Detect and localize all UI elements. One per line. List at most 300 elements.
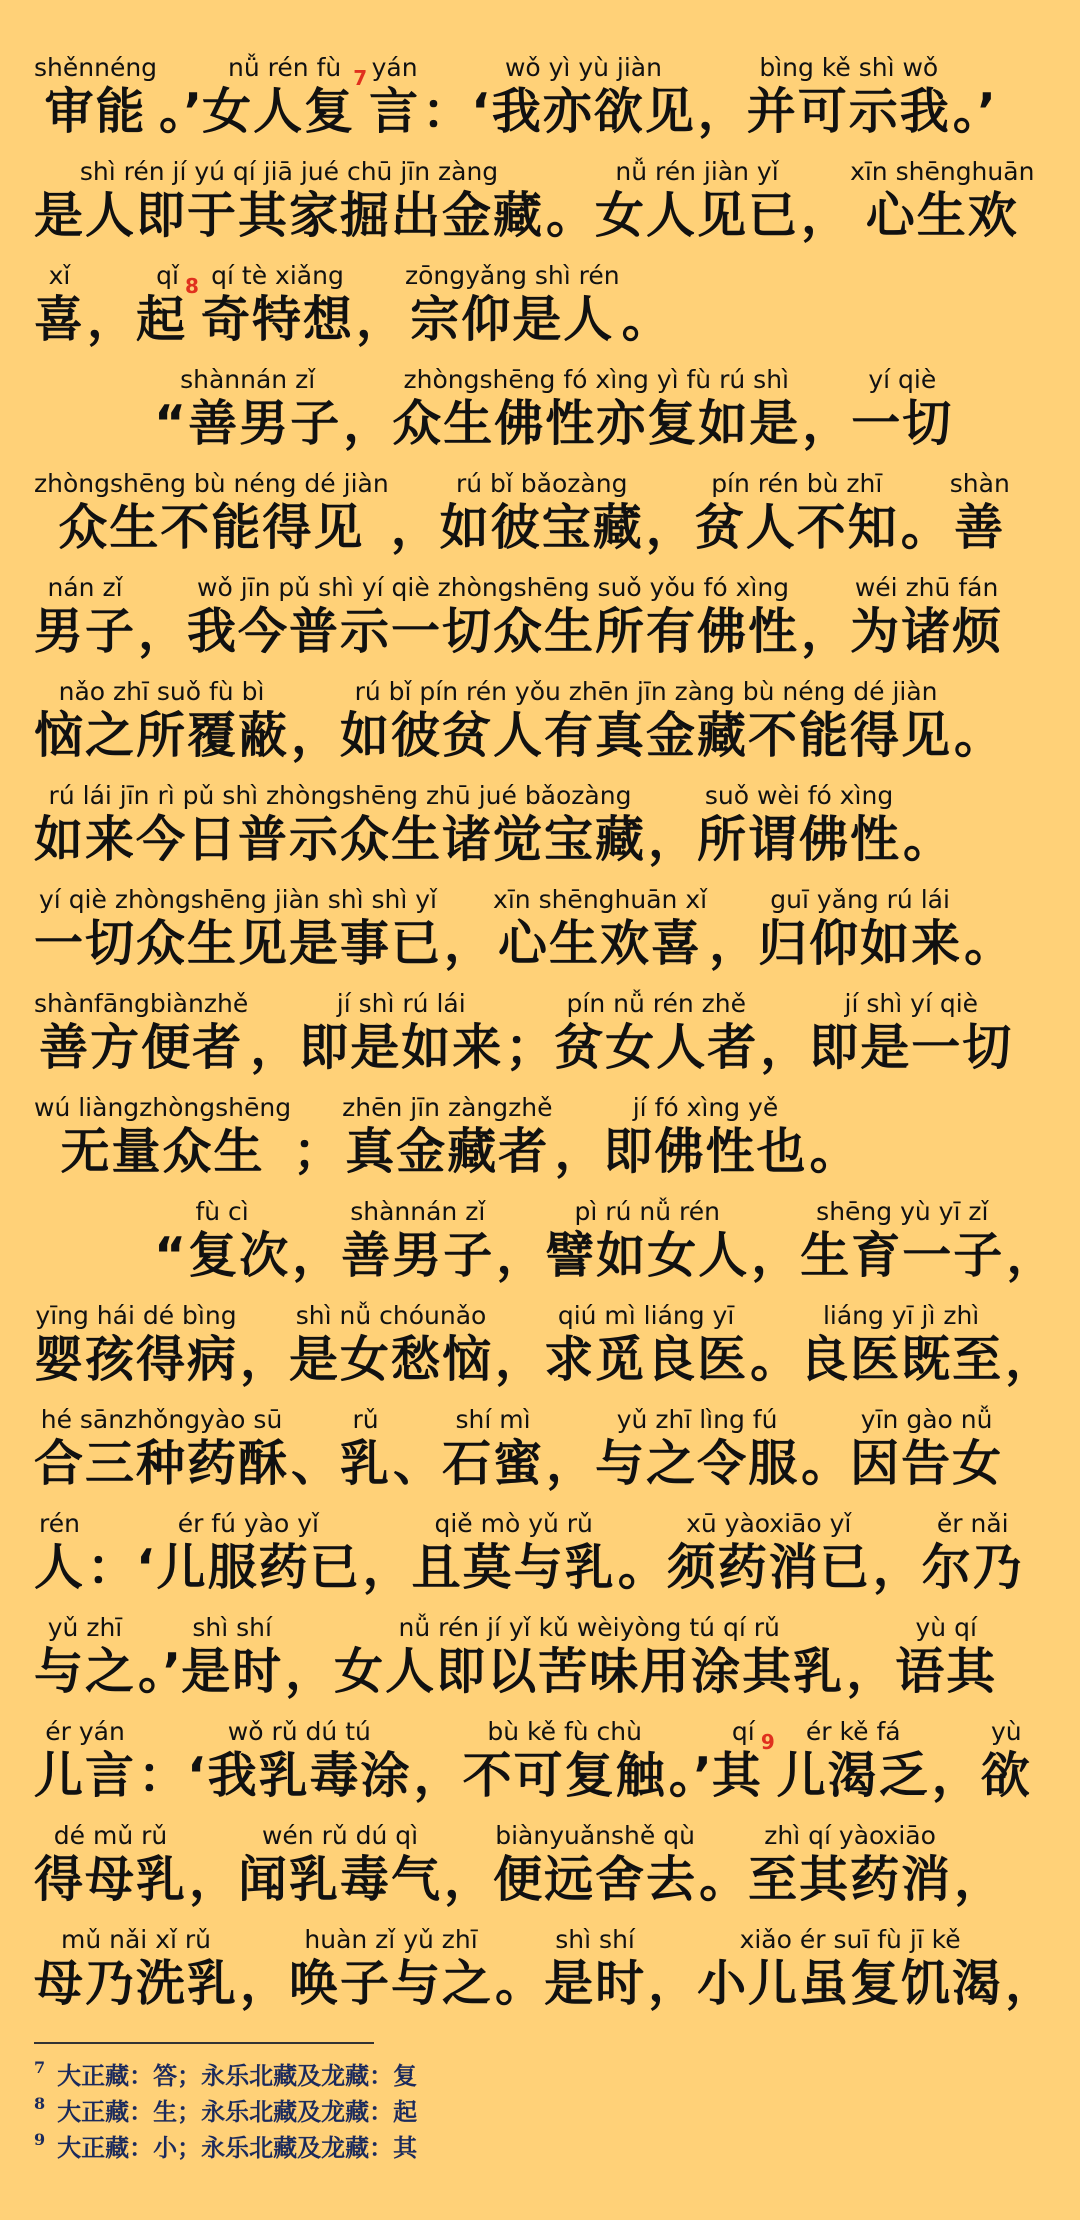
ruby-segment — [136, 1510, 361, 1598]
hanzi: 如彼宝藏 — [439, 499, 644, 556]
punctuation: ， — [496, 1227, 546, 1284]
ruby-segment — [850, 158, 1034, 246]
ruby-segment — [544, 1302, 748, 1390]
ruby-segment — [981, 1718, 1032, 1806]
punctuation: ， — [760, 1019, 810, 1076]
hanzi: 不可复触 — [462, 1747, 667, 1804]
ruby-segment — [667, 1510, 871, 1598]
hanzi: 须药消已 — [666, 1539, 871, 1596]
hanzi: 与之令服 — [595, 1435, 800, 1492]
pinyin: jí shì rú lái — [336, 989, 466, 1018]
hanzi: 为诸烦 — [850, 603, 1004, 660]
hanzi: 是女愁恼 — [289, 1331, 494, 1388]
ruby-segment — [442, 1406, 544, 1494]
punctuation: ， — [1006, 1227, 1056, 1284]
ruby-segment — [595, 1406, 799, 1494]
hanzi: 起 — [136, 291, 188, 348]
punctuation: ， — [390, 499, 440, 556]
ruby-segment — [201, 262, 354, 350]
pinyin: suǒ wèi fó xìng — [704, 781, 894, 810]
hanzi: “复次 — [154, 1227, 291, 1284]
punctuation: ， — [648, 1955, 698, 2012]
ruby-segment — [34, 54, 157, 142]
punctuation: ， — [250, 1019, 300, 1076]
ruby-segment — [545, 1198, 749, 1286]
pinyin: liáng yī jì zhì — [822, 1301, 980, 1330]
punctuation: ； — [293, 1123, 343, 1180]
pinyin: shì shí — [192, 1613, 272, 1642]
ruby-segment — [405, 262, 620, 350]
pinyin: shěnnéng — [34, 53, 158, 82]
pinyin: nán zǐ — [47, 573, 123, 602]
hanzi: 合三种药酥 — [34, 1435, 290, 1492]
hanzi: 是时 — [544, 1955, 647, 2012]
ruby-segment — [334, 1614, 844, 1702]
ruby-segment — [342, 1094, 552, 1182]
pinyin: wú liàngzhòngshēng — [34, 1093, 292, 1122]
hanzi: 言 — [369, 83, 421, 140]
ruby-segment — [595, 158, 799, 246]
hanzi: 贫女人者 — [554, 1019, 759, 1076]
pinyin: yīng hái dé bìng — [35, 1301, 237, 1330]
hanzi: 审能 — [44, 83, 147, 140]
punctuation: 。’ — [668, 1747, 712, 1804]
punctuation: ， — [931, 1747, 981, 1804]
ruby-segment — [800, 1198, 1004, 1286]
punctuation: 。 — [900, 499, 950, 556]
pinyin: guī yǎng rú lái — [770, 885, 950, 914]
hanzi: 如来今日普示众生诸觉宝藏 — [34, 811, 647, 868]
pinyin: dé mǔ rǔ — [53, 1821, 168, 1850]
hanzi: 男子 — [34, 603, 137, 660]
ruby-segment — [392, 366, 800, 454]
punctuation: ， — [189, 1851, 239, 1908]
ruby-segment — [463, 1718, 667, 1806]
pinyin: xiǎo ér suī fù jī kě — [739, 1925, 961, 1954]
hanzi: 善男子 — [341, 1227, 495, 1284]
hanzi: 真金藏者 — [345, 1123, 550, 1180]
hanzi: 人 — [34, 1539, 86, 1596]
ruby-segment — [299, 990, 503, 1078]
punctuation: 。 — [964, 915, 1014, 972]
ruby-segment — [748, 1822, 952, 1910]
hanzi: 如彼贫人有真金藏不能得见 — [340, 707, 953, 764]
ruby-segment — [493, 886, 707, 974]
hanzi: 至其药消 — [748, 1851, 953, 1908]
hanzi: ‘儿服药已 — [136, 1539, 361, 1596]
text-line — [34, 246, 1050, 350]
hanzi: ‘我亦欲见 — [471, 83, 696, 140]
hanzi: 归仰如来 — [758, 915, 963, 972]
pinyin: shì shí — [555, 1925, 635, 1954]
text-line — [34, 1806, 1050, 1910]
hanzi: 恼之所覆蔽 — [34, 707, 290, 764]
punctuation: 。 — [546, 187, 596, 244]
pinyin: yí qiè zhòngshēng jiàn shì shì yǐ — [39, 885, 437, 914]
ruby-segment — [34, 470, 389, 558]
punctuation: ， — [648, 811, 698, 868]
pinyin: xīn shēnghuān — [850, 157, 1035, 186]
footnote-ref[interactable]: 7 — [353, 65, 370, 90]
ruby-segment — [202, 53, 370, 142]
ruby-segment — [850, 574, 1003, 662]
text-line — [34, 1390, 1050, 1494]
text-line — [34, 1286, 1055, 1390]
footnote-text: 大正藏：生；永乐北藏及龙藏：起 — [57, 2097, 418, 2126]
hanzi: 无量众生 — [60, 1123, 265, 1180]
punctuation: ， — [240, 1331, 290, 1388]
text-body — [34, 38, 1056, 2014]
ruby-segment — [34, 1822, 187, 1910]
footnote-number: 9 — [34, 2130, 46, 2149]
punctuation: ， — [495, 1331, 545, 1388]
pinyin: qiě mò yǔ rǔ — [434, 1509, 593, 1538]
hanzi: 其 — [711, 1747, 763, 1804]
punctuation: 。’ — [159, 83, 203, 140]
footnote-number: 7 — [34, 2058, 46, 2077]
ruby-segment — [34, 1614, 136, 1702]
text-line — [34, 142, 1050, 246]
punctuation: ， — [554, 1123, 604, 1180]
pinyin: qiú mì liáng yī — [557, 1301, 735, 1330]
pinyin: qí — [731, 1717, 755, 1746]
hanzi: 即是如来 — [299, 1019, 504, 1076]
ruby-segment — [950, 470, 1010, 558]
hanzi: 良医既至 — [799, 1331, 1004, 1388]
ruby-segment — [922, 1510, 1024, 1598]
text-line — [34, 38, 1050, 142]
ruby-segment — [554, 990, 758, 1078]
pinyin: shí mì — [455, 1405, 531, 1434]
punctuation: 。 — [954, 707, 1004, 764]
punctuation: ， — [413, 1747, 463, 1804]
hanzi: 得母乳 — [34, 1851, 188, 1908]
pinyin: shēng yù yī zǐ — [816, 1197, 989, 1226]
pinyin: shànnán zǐ — [180, 365, 316, 394]
ruby-segment — [758, 886, 962, 974]
punctuation: ， — [1005, 1331, 1055, 1388]
ruby-segment — [712, 1718, 775, 1806]
ruby-segment — [34, 1302, 238, 1390]
hanzi: 乳 — [340, 1435, 392, 1492]
hanzi: 女人见已 — [595, 187, 800, 244]
punctuation: 。 — [750, 1331, 800, 1388]
pinyin: shì nǚ chóunǎo — [295, 1301, 487, 1330]
pinyin: qí tè xiǎng — [211, 261, 344, 290]
hanzi: 譬如女人 — [545, 1227, 750, 1284]
punctuation: ， — [362, 1539, 412, 1596]
punctuation: 。 — [621, 291, 671, 348]
pinyin: zōngyǎng shì rén — [405, 261, 620, 290]
ruby-segment — [493, 1822, 697, 1910]
pinyin: yīn gào nǚ — [860, 1405, 993, 1434]
text-line — [34, 1494, 1050, 1598]
hanzi: 便远舍去 — [493, 1851, 698, 1908]
punctuation: ， — [1005, 1955, 1055, 2012]
punctuation: ， — [801, 187, 851, 244]
pinyin: yǔ zhī lìng fú — [616, 1405, 778, 1434]
pinyin: pín nǚ rén zhě — [566, 989, 746, 1018]
ruby-segment — [340, 678, 952, 766]
pinyin: rén — [39, 1509, 80, 1538]
punctuation: 。 — [801, 1435, 851, 1492]
punctuation: ， — [87, 291, 137, 348]
pinyin: yán — [371, 53, 418, 82]
punctuation: ， — [709, 915, 759, 972]
footnote-ref[interactable]: 8 — [185, 273, 201, 298]
pinyin: rǔ — [352, 1405, 379, 1434]
pinyin: jí fó xìng yě — [632, 1093, 779, 1122]
punctuation: 。’ — [138, 1643, 182, 1700]
pinyin: hé sānzhǒngyào sū — [40, 1405, 283, 1434]
pinyin: yí qiè — [868, 365, 937, 394]
pinyin: zhòngshēng bù néng dé jiàn — [34, 469, 389, 498]
pinyin: huàn zǐ yǔ zhī — [304, 1925, 478, 1954]
hanzi: 是人即于其家掘出金藏 — [34, 187, 545, 244]
punctuation: 。 — [809, 1123, 859, 1180]
hanzi: 求觅良医 — [544, 1331, 749, 1388]
pinyin: shànnán zǐ — [350, 1197, 486, 1226]
ruby-segment — [136, 262, 199, 350]
ruby-segment — [34, 158, 544, 246]
hanzi: 唤子与之 — [289, 1955, 494, 2012]
hanzi: 一切众生见是事已 — [34, 915, 443, 972]
punctuation: ， — [697, 83, 747, 140]
ruby-segment — [369, 54, 420, 142]
hanzi: “善男子 — [154, 395, 342, 452]
pinyin: shàn — [949, 469, 1010, 498]
text-line — [34, 974, 1050, 1078]
punctuation: ， — [138, 603, 188, 660]
hanzi: 众生佛性亦复如是 — [392, 395, 801, 452]
ruby-segment — [799, 1302, 1003, 1390]
hanzi: 儿渴乏 — [776, 1747, 930, 1804]
footnote-text: 大正藏：答；永乐北藏及龙藏：复 — [57, 2061, 418, 2090]
punctuation: ， — [846, 1643, 896, 1700]
ruby-segment — [895, 1614, 997, 1702]
hanzi: 儿言 — [34, 1747, 137, 1804]
ruby-segment — [154, 366, 341, 454]
pinyin: ér fú yào yǐ — [177, 1509, 319, 1538]
ruby-segment — [34, 1718, 136, 1806]
ruby-segment — [34, 1926, 238, 2014]
punctuation: ， — [751, 1227, 801, 1284]
punctuation: ； — [505, 1019, 555, 1076]
punctuation: ， — [285, 1643, 335, 1700]
hanzi: 心生欢喜 — [498, 915, 703, 972]
punctuation: ， — [355, 291, 405, 348]
punctuation: ： — [138, 1747, 188, 1804]
ruby-segment — [603, 1094, 807, 1182]
pinyin: nǎo zhī suǒ fù bì — [58, 677, 265, 706]
ruby-segment — [34, 1406, 289, 1494]
pinyin: xīn shēnghuān xǐ — [493, 885, 708, 914]
pinyin: yù — [990, 1717, 1022, 1746]
text-line — [34, 454, 1050, 558]
footnote-number: 8 — [34, 2094, 46, 2113]
text-line — [34, 1182, 1056, 1286]
hanzi: 善 — [954, 499, 1006, 556]
pinyin: zhòngshēng fó xìng yì fù rú shì — [403, 365, 789, 394]
ruby-segment — [850, 1406, 1003, 1494]
ruby-segment — [851, 366, 953, 454]
ruby-segment — [34, 262, 85, 350]
hanzi: 与之 — [34, 1643, 137, 1700]
pinyin: wén rǔ dú qì — [261, 1821, 419, 1850]
hanzi: 语其 — [895, 1643, 998, 1700]
punctuation: ： — [422, 83, 472, 140]
hanzi: 且莫与乳 — [411, 1539, 616, 1596]
pinyin: rú bǐ bǎozàng — [455, 469, 628, 498]
footnote-divider — [34, 2042, 374, 2044]
pinyin: nǚ rén fù — [228, 53, 342, 82]
ruby-segment — [238, 1822, 442, 1910]
pinyin: xǐ — [48, 261, 71, 290]
hanzi: 众生不能得见 — [58, 499, 365, 556]
footnote-item — [34, 2058, 1034, 2094]
pinyin: pì rú nǚ rén — [574, 1197, 720, 1226]
hanzi: 小儿虽复饥渴 — [697, 1955, 1004, 2012]
hanzi: 即是一切 — [809, 1019, 1014, 1076]
text-line — [34, 1702, 1050, 1806]
pinyin: wéi zhū fán — [854, 573, 999, 602]
punctuation: ， — [240, 1955, 290, 2012]
punctuation: ， — [444, 1851, 494, 1908]
text-line — [34, 558, 1050, 662]
pinyin: wǒ yì yù jiàn — [504, 53, 662, 82]
hanzi: 宗仰是人 — [410, 291, 615, 348]
text-line — [34, 350, 1050, 454]
ruby-segment — [34, 990, 248, 1078]
footnote-item — [34, 2130, 1034, 2166]
pinyin: fù cì — [195, 1197, 249, 1226]
hanzi: 即佛性也 — [603, 1123, 808, 1180]
punctuation: ， — [954, 1851, 1004, 1908]
hanzi: 闻乳毒气 — [238, 1851, 443, 1908]
hanzi: 所谓佛性 — [697, 811, 902, 868]
text-line — [34, 1078, 1050, 1182]
hanzi: 生育一子 — [800, 1227, 1005, 1284]
punctuation: 、 — [393, 1435, 443, 1492]
ruby-segment — [697, 782, 901, 870]
punctuation: ， — [343, 395, 393, 452]
ruby-segment — [187, 574, 799, 662]
footnote-item — [34, 2094, 1034, 2130]
hanzi: 并可示我 — [746, 83, 951, 140]
punctuation: ， — [546, 1435, 596, 1492]
hanzi: 女人复 — [202, 83, 356, 140]
pinyin: bìng kě shì wǒ — [759, 53, 939, 82]
ruby-segment — [34, 678, 289, 766]
punctuation: 。 — [699, 1851, 749, 1908]
ruby-segment — [341, 1198, 494, 1286]
pinyin: shànfāngbiànzhě — [34, 989, 249, 1018]
ruby-segment — [34, 574, 136, 662]
pinyin: wǒ rǔ dú tú — [227, 1717, 371, 1746]
pinyin: zhì qí yàoxiāo — [764, 1821, 936, 1850]
text-line — [34, 662, 1050, 766]
ruby-segment — [34, 886, 442, 974]
pinyin: yù qí — [915, 1613, 977, 1642]
text-line — [34, 766, 1050, 870]
pinyin: biànyuǎnshě qù — [495, 1821, 695, 1850]
punctuation: ： — [87, 1539, 137, 1596]
ruby-segment — [34, 1094, 291, 1182]
ruby-segment — [471, 54, 696, 142]
punctuation: ， — [872, 1539, 922, 1596]
pinyin: bù kě fù chù — [487, 1717, 642, 1746]
ruby-segment — [181, 1614, 283, 1702]
pinyin: qǐ — [156, 261, 179, 290]
ruby-segment — [187, 1718, 412, 1806]
pinyin: rú bǐ pín rén yǒu zhēn jīn zàng bù néng dé jiàn — [354, 677, 938, 706]
punctuation: ， — [645, 499, 695, 556]
hanzi: 石蜜 — [442, 1435, 545, 1492]
pinyin: pín rén bù zhī — [711, 469, 883, 498]
punctuation: ， — [292, 1227, 342, 1284]
punctuation: ， — [801, 603, 851, 660]
ruby-segment — [154, 1198, 290, 1286]
ruby-segment — [695, 470, 899, 558]
footnote-ref[interactable]: 9 — [760, 1729, 777, 1754]
text-line — [34, 1910, 1055, 2014]
pinyin: shì rén jí yú qí jiā jué chū jīn zàng — [79, 157, 499, 186]
ruby-segment — [289, 1926, 493, 2014]
hanzi: 尔乃 — [921, 1539, 1024, 1596]
ruby-segment — [412, 1510, 616, 1598]
hanzi: 是时 — [181, 1643, 284, 1700]
pinyin: jí shì yí qiè — [844, 989, 979, 1018]
ruby-segment — [777, 1718, 930, 1806]
pinyin: zhēn jīn zàngzhě — [342, 1093, 553, 1122]
hanzi: 我今普示一切众生所有佛性 — [187, 603, 800, 660]
pinyin: nǚ rén jiàn yǐ — [615, 157, 779, 186]
hanzi: 喜 — [34, 291, 86, 348]
ruby-segment — [544, 1926, 646, 2014]
hanzi: 欲 — [980, 1747, 1032, 1804]
pinyin: yǔ zhī — [47, 1613, 123, 1642]
pinyin: wǒ jīn pǔ shì yí qiè zhòngshēng suǒ yǒu fó xìng — [197, 573, 790, 602]
pinyin: nǚ rén jí yǐ kǔ wèiyòng tú qí rǔ — [398, 1613, 780, 1642]
ruby-segment — [697, 1926, 1003, 2014]
ruby-segment — [440, 470, 644, 558]
pinyin: mǔ nǎi xǐ rǔ — [61, 1925, 212, 1954]
pinyin: rú lái jīn rì pǔ shì zhòngshēng zhū jué bǎozàng — [48, 781, 632, 810]
ruby-segment — [809, 990, 1013, 1078]
punctuation: 。 — [903, 811, 953, 868]
ruby-segment — [340, 1406, 391, 1494]
hanzi: 女人即以苦味用涂其乳 — [334, 1643, 845, 1700]
pinyin: ér yán — [45, 1717, 125, 1746]
ruby-segment — [34, 1510, 85, 1598]
punctuation: 。’ — [952, 83, 996, 140]
punctuation: 、 — [291, 1435, 341, 1492]
punctuation: ， — [444, 915, 494, 972]
footnote-text: 大正藏：小；永乐北藏及龙藏：其 — [57, 2133, 418, 2162]
punctuation: 。 — [617, 1539, 667, 1596]
hanzi: 一切 — [851, 395, 954, 452]
hanzi: 善方便者 — [39, 1019, 244, 1076]
hanzi: 心生欢 — [865, 187, 1019, 244]
text-line — [34, 1598, 1050, 1702]
footnotes — [34, 2042, 1034, 2166]
hanzi: 因告女 — [850, 1435, 1004, 1492]
ruby-segment — [34, 782, 646, 870]
hanzi: 奇特想 — [200, 291, 354, 348]
ruby-segment — [747, 54, 951, 142]
ruby-segment — [289, 1302, 493, 1390]
hanzi: ‘我乳毒涂 — [187, 1747, 412, 1804]
